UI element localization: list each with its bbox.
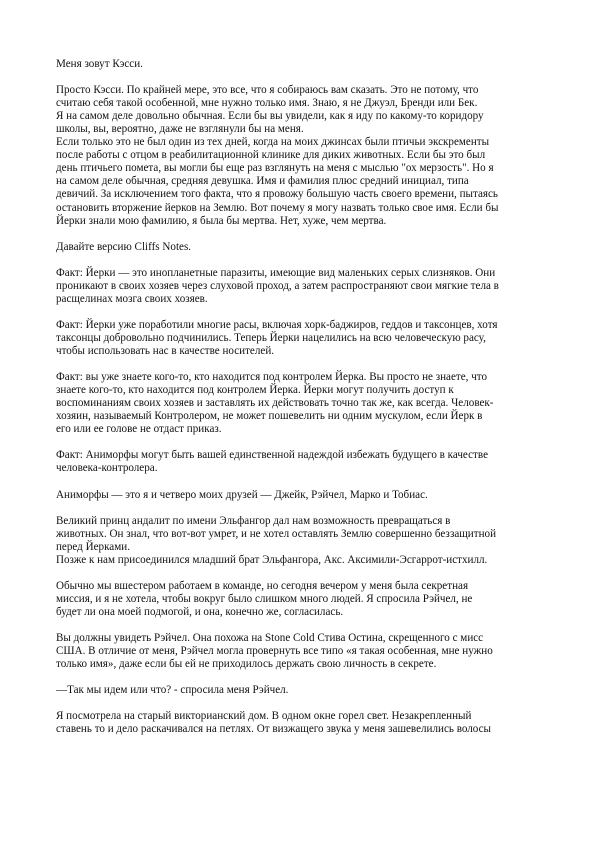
text-line: остановить вторжение йерков на Землю. Вот почему я могу назвать только свое имя. Если бы xyxy=(56,201,499,214)
text-line: —Так мы идем или что? - спросила меня Рэйчел. xyxy=(56,684,289,697)
text-line: Факт: Йерки уже поработили многие расы, включая хорк-баджиров, геддов и таксонцев, хотя xyxy=(56,318,498,331)
paragraph-dialogue xyxy=(56,684,556,697)
text-line: знаете кого-то, кто находится под контролем Йерка. Йерки могут получить доступ к xyxy=(56,384,454,397)
text-line: ставень то и дело раскачивался на петлях. От визжащего звука у меня зашевелились волосы xyxy=(56,723,492,736)
text-line: Я посмотрела на старый викторианский дом. В одном окне горел свет. Незакрепленный xyxy=(56,710,472,723)
paragraph-fact-parasites xyxy=(56,267,556,306)
text-line: США. В отличие от меня, Рэйчел могла провернуть все типо «я такая особенная, мне нужно xyxy=(56,645,493,658)
text-line: Факт: вы уже знаете кого-то, кто находится под контролем Йерка. Вы просто не знаете, что xyxy=(56,371,488,384)
text-line: воспоминаниям своих хозяев и заставлять их действовать точно так же, как всегда. Человек- xyxy=(56,397,494,410)
text-line: Великий принц андалит по имени Эльфангор дал нам возможность превращаться в xyxy=(56,514,451,527)
paragraph-rachel xyxy=(56,632,556,671)
paragraph-just-cassie xyxy=(56,84,556,228)
text-line: таксонцы добровольно подчинились. Теперь Йерки нацелились на всю человеческую расу, xyxy=(56,331,486,344)
paragraph-fact-controlled xyxy=(56,371,556,436)
text-line: расщелинах мозга своих хозяев. xyxy=(56,292,208,305)
text-line: проникают в своих хозяев через слуховой проход, а затем распространяют свои мягкие тела в xyxy=(56,279,499,292)
text-line: школы, вы, вероятно, даже не взглянули бы на меня. xyxy=(56,123,304,136)
text-line: только имя», даже если бы ей не приходилось держать свою личность в секрете. xyxy=(56,658,437,671)
text-line: на самом деле обычная, средняя девушка. Имя и фамилия плюс средний инициал, типа xyxy=(56,175,469,188)
paragraph-fact-enslaved xyxy=(56,319,556,358)
paragraph-elfangor xyxy=(56,515,556,567)
text-line: Позже к нам присоединился младший брат Эльфангора, Акс. Аксимили-Эсгаррот-истхилл. xyxy=(56,553,488,566)
text-line: животных. Он знал, что вот-вот умрет, и не хотел оставлять Землю совершенно беззащитной xyxy=(56,527,497,540)
text-line: человека-контролера. xyxy=(56,462,158,475)
paragraph-cliffs-notes xyxy=(56,241,556,254)
text-line: Йерки знали мою фамилию, я была бы мертва. Нет, хуже, чем мертва. xyxy=(56,214,387,227)
paragraph-fact-animorphs xyxy=(56,449,556,475)
text-line: считаю себя такой особенной, мне нужно только имя. Знаю, я не Джуэл, Бренди или Бек. xyxy=(56,97,478,110)
paragraph-secret-mission xyxy=(56,580,556,619)
paragraph-victorian-house xyxy=(56,710,556,736)
text-line: Факт: Йерки — это инопланетные паразиты, имеющие вид маленьких серых слизняков. Они xyxy=(56,266,496,279)
text-line: после работы с отцом в реабилитационной клинике для диких животных. Если бы это был xyxy=(56,149,486,162)
text-line: будет ли она моей подмогой, и она, конечно же, согласилась. xyxy=(56,605,344,618)
text-line: Я на самом деле довольно обычная. Если бы вы увидели, как я иду по какому-то коридору xyxy=(56,110,484,123)
text-line: день птичьего помета, вы могли бы еще раз взглянуть на меня с мыслью "ох мерзость". Но я xyxy=(56,162,494,175)
text-line: Давайте версию Cliffs Notes. xyxy=(56,240,192,253)
text-line: Аниморфы — это я и четверо моих друзей — Джейк, Рэйчел, Марко и Тобиас. xyxy=(56,488,428,501)
text-line: Если только это не был один из тех дней, когда на моих джинсах были птичьи экскременты xyxy=(56,136,490,149)
text-line: хозяин, называемый Контролером, не может пошевелить ни одним мускулом, если Йерк в xyxy=(56,410,483,423)
text-line: девичий. За исключением того факта, что я провожу большую часть своего времени, пытаясь xyxy=(56,188,498,201)
text-line: Вы должны увидеть Рэйчел. Она похожа на Stone Cold Стива Остина, скрещенного с мисс xyxy=(56,632,484,645)
paragraph-team xyxy=(56,489,556,502)
text-line: Обычно мы вшестером работаем в команде, но сегодня вечером у меня была секретная xyxy=(56,579,469,592)
text-line: чтобы использовать нас в качестве носителей. xyxy=(56,345,275,358)
text-line: перед Йерками. xyxy=(56,540,130,553)
paragraph-intro xyxy=(56,58,556,71)
text-line: Меня зовут Кэсси. xyxy=(56,58,143,70)
text-line: миссия, и я не хотела, чтобы вокруг было слишком много людей. Я спросила Рэйчел, не xyxy=(56,592,473,605)
text-line: Факт: Аниморфы могут быть вашей единственной надеждой избежать будущего в качестве xyxy=(56,449,489,462)
text-line: его или ее голове не отдаст приказ. xyxy=(56,423,222,436)
document-page xyxy=(56,58,556,749)
text-line: Просто Кэсси. По крайней мере, это все, что я собираюсь вам сказать. Это не потому, что xyxy=(56,84,479,97)
